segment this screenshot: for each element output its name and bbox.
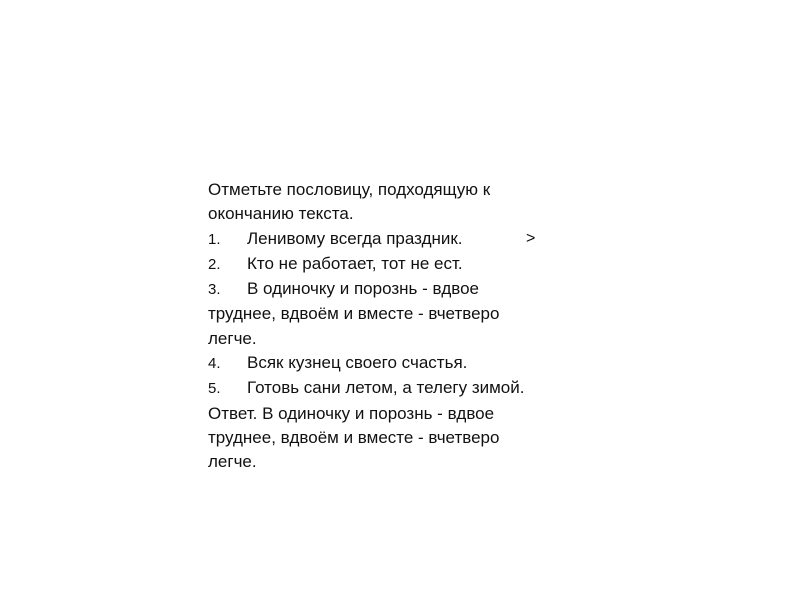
option-4 xyxy=(208,351,588,376)
option-3 xyxy=(208,277,588,302)
option-5 xyxy=(208,376,588,401)
option-text: Ленивому всегда праздник. xyxy=(247,228,463,248)
answer-line-1: Ответ. В одиночку и порознь - вдвое xyxy=(208,403,495,423)
answer-line-3: легче. xyxy=(208,452,257,472)
option-text: Всяк кузнец своего счастья. xyxy=(247,353,468,373)
option-number: 1. xyxy=(208,230,221,248)
answer-line-2: труднее, вдвоём и вместе - вчетверо xyxy=(208,427,500,447)
option-number: 2. xyxy=(208,255,221,273)
option-text: В одиночку и порознь - вдвое xyxy=(247,279,479,299)
option-text: Готовь сани летом, а телегу зимой. xyxy=(247,378,525,398)
option-text: Кто не работает, тот не ест. xyxy=(247,253,463,273)
option-number: 3. xyxy=(208,281,221,299)
question-line-1: Отметьте пословицу, подходящую к xyxy=(208,180,491,199)
question-line-2: окончанию текста. xyxy=(208,204,354,224)
option-3-continuation-1: труднее, вдвоём и вместе - вчетверо xyxy=(208,304,500,324)
option-3-continuation-2: легче. xyxy=(208,328,257,348)
option-1 xyxy=(208,227,588,252)
option-number: 4. xyxy=(208,355,221,373)
option-2 xyxy=(208,252,588,277)
option-marker: > xyxy=(526,229,536,247)
text-block xyxy=(208,178,588,475)
option-number: 5. xyxy=(208,380,221,398)
